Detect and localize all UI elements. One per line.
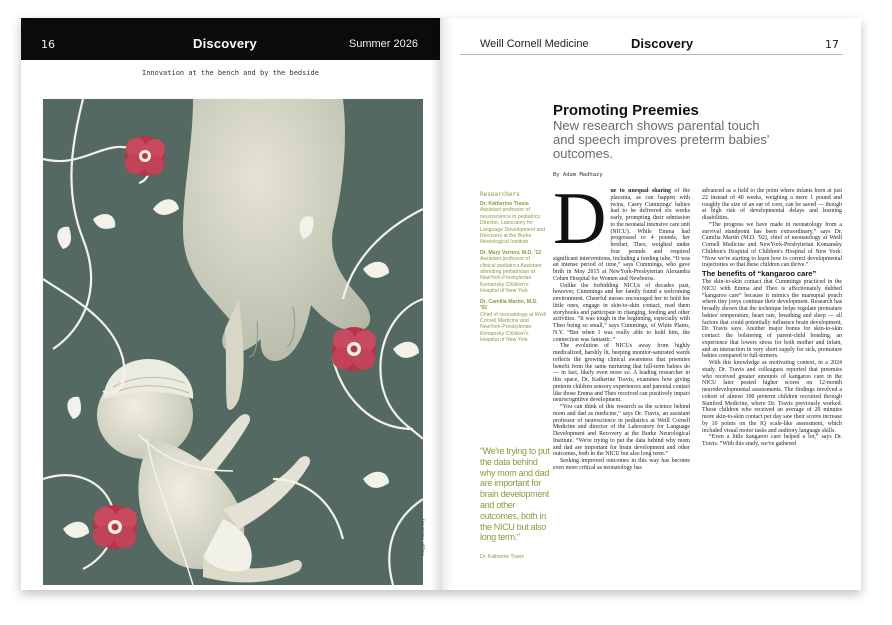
researcher-entry: [480, 201, 546, 246]
researcher-name: Dr. Camilia Martin, M.D. '92: [480, 298, 538, 312]
right-page-header: [440, 18, 861, 60]
article-column-1: [553, 178, 690, 472]
researcher-role: Chief of neonatology at Weill Cornell Medicine and NewYork-Presbyterian Komansky Children's Hospital of New York: [480, 311, 546, 344]
section-tagline: Innovation at the bench and by the bedside: [141, 69, 319, 77]
article-paragraph: The skin-to-skin contact that Cummings practiced in the NICU with Emma and Theo is affectionately dubbed “kangaroo care” because it mimics the marsupial pouch where tiny joeys continue their development. Research has broadly shown that the technique helps regulate premature babies' temperature, heart rate, breathing and sleep — all factors that could potentially influence brain development, Dr. Travis says. Another major bonus for skin-to-skin contact: the bolstering of parent-child bonding, an experience that lowers stress for both mother and infant, and an interaction in very short supply for sick, premature babies compared to full-termers.: [702, 279, 842, 360]
researcher-name: Dr. Katherine Travis: [480, 201, 529, 207]
left-page: [21, 18, 440, 590]
flower-icon: [332, 327, 376, 371]
article-paragraph: Unlike the forbidding NICUs of decades past, however, Cummings and her family found a welcoming environment. Cheerful nurses encouraged her to hold her little ones, engage in skin-to-skin contact, read them storybooks and participate in changing, feeding and other activities. “It was tough in the beginning, especially with Theo being so small,” says Cummings, of White Plains, N.Y. “But when I was really able to hold him, the connection was fantastic.”: [553, 282, 690, 343]
article-byline: By Adam Madhazy: [553, 172, 603, 178]
left-page-number: 16: [41, 38, 55, 51]
issue-season: Summer 2026: [348, 38, 418, 50]
article-subtitle: New research shows parental touch and speech improves preterm babies' outcomes.: [553, 118, 770, 161]
article-paragraph: “You can think of this research as the science behind mom and dad as medicine,” says Dr. Travis, an assistant professor of neuroscience in pediatrics at Weill Cornell Medicine and director of the Laboratory for Language Development and Recovery at the Burke Neurological Institute. “We're trying to put the data behind why mom and dad are important for brain development and other outcomes, both in the NICU but also long term.”: [553, 404, 690, 458]
institution-name: Weill Cornell Medicine: [480, 38, 589, 50]
researcher-name: Dr. Mary Vernov, M.D. '12: [480, 249, 542, 256]
right-page: [440, 18, 861, 590]
section-subhead: The benefits of “kangaroo care”: [702, 269, 817, 278]
article-paragraph: Due to unequal sharing of the placenta, as can happen with twins, Casey Cummings' babies had to be delivered six weeks early, prompting their admission to the neonatal intensive care unit (NICU). While Emma had progressed to 4 pounds, her brother, Theo, weighed under four pounds and required significant interventions, including a feeding tube. “It was an intense period of time,” says Cummings, who gave birth in May 2015 at NewYork-Presbyterian Alexandra Cohen Hospital for Women and Newborns.: [553, 178, 690, 282]
article-paragraph: “The progress we have made in neonatology from a survival standpoint has been extraordinary,” says Dr. Camilia Martin (M.D. '92), chief of neonatology at Weill Cornell Medicine and NewYork-Presbyterian Komansky Children's Hospital of Children's Hospital of New York: “Now we're starting to learn how to correct developmental trajectories so that these children can thrive.”: [702, 221, 842, 269]
article-paragraph: Seeking improved outcomes in this way has become even more critical as neonatology has: [553, 458, 690, 471]
researchers-heading: Researchers: [480, 191, 520, 198]
article-paragraph: “Even a little kangaroo care helped a lot,” says Dr. Travis. “With this study, we've gathered: [702, 434, 842, 447]
pull-quote-attribution: Dr. Katherine Travis: [480, 554, 524, 560]
article-paragraph: The evolution of NICUs away from highly medicalized, harshly lit, beeping monitor-saturated wards reflects the growing clinical awareness that preemies benefit from the same nurturing that full-term babies do — in fact, likely even more so. A leading researcher in this space, Dr. Katherine Travis, examines how giving preterm children sensory experiences and parental contact like those Emma and Theo received can positively impact neurocognitive development.: [553, 343, 690, 404]
magazine-spread: [21, 18, 861, 590]
researchers-sidebar: [480, 191, 546, 348]
researcher-role: Assistant professor of clinical pediatrics Assistant attending pediatrician at NewYork-Presbyterian Komansky Children's Hospital of New York: [480, 256, 542, 295]
article-paragraph: advanced as a field to the point where infants born at just 22 instead of 40 weeks, weighing a mere 1 pound and roughly the size of an ear of corn, can be saved — though at high risk of developmental delays and learning disabilities.: [702, 188, 842, 221]
illustration-credit: Maggie Madlansky: [420, 518, 425, 556]
right-brand-title: Discovery: [631, 36, 694, 51]
header-rule: [460, 54, 843, 55]
article-paragraph: With this knowledge as motivating context, in a 2024 study, Dr. Travis and colleagues reported that preemies who received greater amounts of kangaroo care in the NICU later posted higher scores on 12-month neurodevelopmental assessments. The findings involved a cohort of almost 100 preterm children recruited through Stanford Medicine, where Dr. Travis previously worked. Those children who received an average of 20 minutes more skin-to-skin contact per day saw their scores increase by 10 points on the IQ scale-like assessment, which included visual motor tasks and auditory language skills.: [702, 360, 842, 434]
lead-in: ue to unequal sharing: [610, 188, 671, 194]
researcher-entry: [480, 250, 546, 295]
illustration-artwork: [43, 99, 423, 585]
drop-cap: D: [553, 178, 607, 260]
left-brand-title: Discovery: [193, 36, 257, 51]
article-column-2: [702, 188, 842, 448]
researcher-role: Assistant professor of neuroscience in pediatrics Director, Laboratory for Language Development and Recovery at the Burke Neurological Institute: [480, 207, 546, 246]
researcher-entry: [480, 299, 546, 344]
flower-icon: [125, 136, 165, 176]
right-page-number: 17: [825, 38, 839, 51]
preemie-illustration: [43, 99, 423, 585]
pull-quote: “We're trying to put the data behind why mom and dad are important for brain development and other outcomes, both in the NICU but also long term.”: [480, 446, 550, 543]
left-page-header: [21, 18, 440, 60]
article-title: Promoting Preemies: [553, 102, 699, 119]
flower-icon: [93, 505, 137, 549]
